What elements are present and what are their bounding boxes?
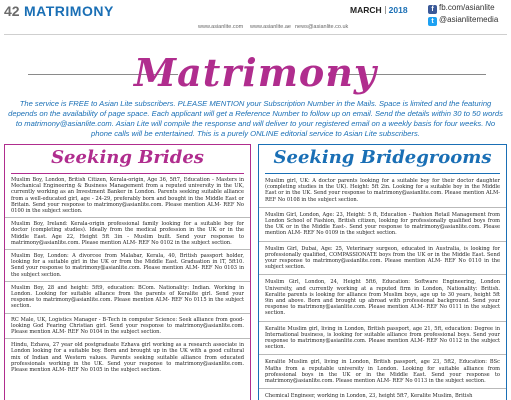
facebook-icon: f	[428, 5, 437, 14]
intro-notice: The service is FREE to Asian Lite subscribers. PLEASE MENTION your Subscription Number in the Mails. Space is limited and the featuring depends on the availability of page space. Each applicant will get a Reference Number to follow up on email. Send the details within 30 to 50 words to matrimony@asianlite.com. Asian Lite will compile the response and will deliver to your registered email on a weekly basis for four weeks. No phone calls will be entertained. This is a purely ONLINE editorial service to Asian Lite subscribers.	[8, 99, 503, 138]
section-title: MATRIMONY	[24, 3, 114, 19]
twitter-icon: t	[428, 17, 437, 26]
page-number: 42	[4, 3, 20, 19]
bride-ad: Muslim Boy, London, British Citizen, Kerala-origin, Age 36, 5ft7, Education - Masters in Mechanical Engineering & Business Management from a reputed university in the UK, currently working as an Investment Banker in London. Parents seeking suitable alliance from a well-educated girl, age - 24-29, preferably born and bought in the Middle East or Britain. Send your response to matrimony@asianlite.com. Please mention ALM- REF No 0100 in the subject section.	[11, 177, 244, 215]
banner-title: Matrimony	[134, 50, 377, 95]
twitter-handle: @asianlitemedia	[439, 15, 499, 24]
grooms-column-title: Seeking Bridegrooms	[273, 147, 492, 168]
groom-ad: Muslim girl, UK: A doctor parents looking for a suitable boy for their doctor daughter (completing studies in the UK). Height: 5ft 2in. Looking for a suitable boy in the Middle East or in the UK. Send your response to matrimony@asianlite.com. Please mention ALM- REF No 0108 in the subject section.	[265, 178, 500, 203]
facebook-handle: fb.com/asianlite	[439, 3, 495, 12]
groom-ad: Muslim Girl, London, Age: 23, Height: 5 ft, Education - Fashion Retail Management from London School of Fashion, British citizen, looking for professionally qualified boys from the UK or in the Middle East-. Send your response to matrimony@asianlite.com. Please mention ALM- REF No 0109 in the subject section.	[259, 207, 506, 241]
bride-ad: Muslim Boy, London: A divorcee from Malabar, Kerala, 40, British passport holder, looking for a suitable girl in the UK or from the Middle East. Graduation in IT, 5ft10. Send your response to matrimony@asianlite.com. Please mention ALM- REF No 0103 in the subject section.	[5, 249, 250, 281]
website-link-ae[interactable]: www.asianlite.ae	[250, 24, 291, 30]
matrimony-banner	[0, 46, 511, 102]
page-header	[0, 0, 511, 52]
groom-ad: Keralite Muslim girl, living in London, British passport, age 21, 5ft, education: Degree in International business, is looking for suitable alliance from professional boys. Send your response to matrimony@asianlite.com. Please mention ALM- REF No 0112 in the subject section.	[259, 321, 506, 355]
groom-ad: Chemical Engineer, working in London, 23, height 5ft7, Keralite Muslim, British	[259, 388, 506, 400]
seeking-brides-column	[4, 144, 251, 400]
bride-ad: Muslim Boy, Ireland: Kerala-origin professional family looking for a suitable boy for doctor (completing studies). Ideally from the medical profession in the UK or in the Middle East. Age 22, Height 5ft 3in - Muslim built. Send your response to matrimony@asianlite.com. Please mention ALM- REF No 0102 in the subject section.	[5, 217, 250, 249]
seeking-bridegrooms-column	[258, 144, 507, 400]
brides-column-title: Seeking Brides	[51, 147, 204, 168]
header-divider	[4, 34, 507, 35]
twitter-link[interactable]	[428, 15, 498, 26]
issue-date	[350, 5, 408, 15]
facebook-link[interactable]	[428, 3, 495, 14]
bride-ad: Muslim Boy, 28 and height: 5ft9, education: BCom. Nationality: Indian. Working in London. Looking for suitable alliance from the parents of Keralite girl. Send your response to matrimony@asianlite.com. Please mention ALM- REF No 0115 in the subject section.	[5, 281, 250, 313]
bride-ad: RC Male, UK, Logistics Manager - B-Tech in computer Science: Seek alliance from good- looking God Fearing Christian girl. Send your response to matrimony@asianlite.com. Please mention ALM- REF No 0104 in the subject section.	[5, 313, 250, 339]
bride-ad: Hindu, Ezhava, 27 year old postgraduate Ezhava girl working as a research associate in London looking for a suitable boy. Born and brought up in the UK with a good cultural mix of Indian and Western values. Parents seeking suitable alliance from educated professionals working in the UK. Send your response to matrimony@asianlite.com. Please mention ALM- REF No 0105 in the subject section.	[5, 338, 250, 376]
email-link[interactable]: news@asianlite.co.uk	[295, 24, 349, 30]
groom-ad: Muslim Girl, Dubai, Age: 25, Veterinary surgeon, educated in Australia, is looking for professionally qualified, COMPASSIONATE boys from the UK or in the Middle East. Send your response to matrimony@asianlite.com. Please mention ALM- REF No 0110 in the subject section.	[259, 241, 506, 275]
issue-month: MARCH	[350, 5, 382, 15]
groom-ad: Muslim Girl, London, 24, Height 5ft6, Education: Software Engineering, London University, and currently working at a reputed firm in London, Nationality: British. Keralite parents is looking for alliance from Muslim boys, age up to 30 years, height 5ft 9in and above. Born and brought up abroad with professional background. Send your response to matrimony@asianlite.com. Please mention ALM- REF No 0111 in the subject section.	[259, 274, 506, 320]
issue-year: 2018	[388, 5, 408, 15]
website-link[interactable]: www.asianlite.com	[198, 24, 244, 30]
groom-ad: Keralite Muslim girl, living in London, British passport, age 23, 5ft2, Education: BSc Maths from a reputable university in London. Looking for suitable alliance from professional boys in the UK or in the Middle East. Send your response to matrimony@asianlite.com. Please mention ALM- REF No 0113 in the subject section.	[259, 354, 506, 388]
